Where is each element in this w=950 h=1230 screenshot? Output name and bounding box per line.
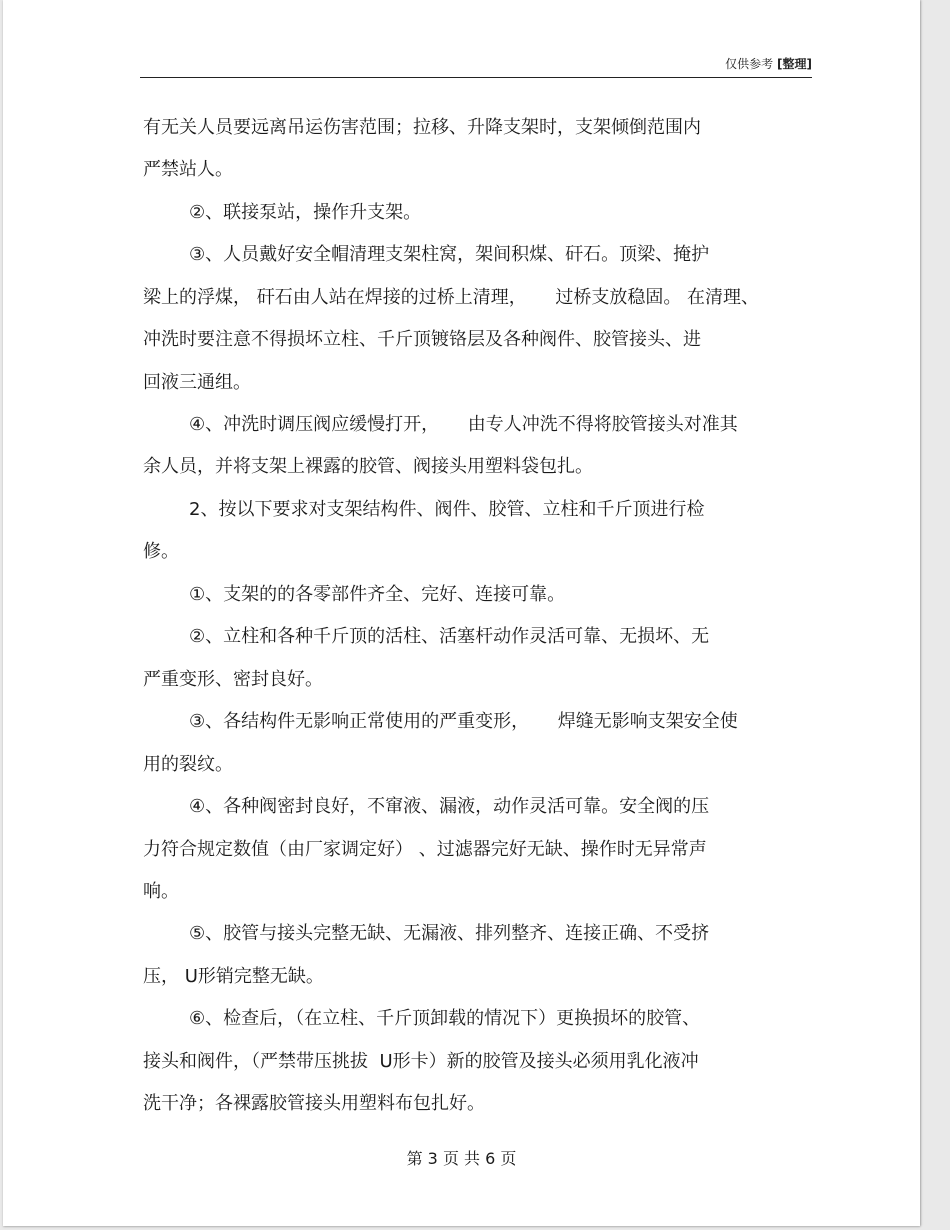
text-line: 响。 [143, 881, 179, 902]
text-line: ④、冲洗时调压阀应缓慢打开， 由专人冲洗不得将胶管接头对准其 [189, 414, 738, 435]
header-text: 仅供参考 [725, 57, 774, 71]
text-line: ④、各种阀密封良好，不窜液、漏液，动作灵活可靠。安全阀的压 [189, 796, 710, 817]
text-line: 接头和阀件，（严禁带压挑拔 U形卡）新的胶管及接头必须用乳化液冲 [143, 1051, 699, 1072]
text-line: 2、按以下要求对支架结构件、阀件、胶管、立柱和千斤顶进行检 [189, 499, 705, 520]
text-line: ①、支架的的各零部件齐全、完好、连接可靠。 [189, 584, 566, 605]
text-line: ③、各结构件无影响正常使用的严重变形， 焊缝无影响支架安全使 [189, 711, 738, 732]
text-line: ⑤、胶管与接头完整无缺、无漏液、排列整齐、连接正确、不受挤 [189, 923, 710, 944]
text-line: 梁上的浮煤， 矸石由人站在焊接的过桥上清理， 过桥支放稳固。 在清理、 [143, 287, 760, 308]
page-header [140, 52, 812, 78]
text-line: 回液三通组。 [143, 372, 251, 393]
text-line: 修。 [143, 541, 179, 562]
document-page [3, 0, 920, 1226]
text-line: 用的裂纹。 [143, 754, 233, 775]
text-line: 有无关人员要远离吊运伤害范围；拉移、升降支架时，支架倾倒范围内 [143, 117, 701, 138]
text-line: ②、联接泵站，操作升支架。 [189, 202, 422, 223]
text-line: 力符合规定数值（由厂家调定好） 、过滤器完好无缺、操作时无异常声 [143, 839, 707, 860]
header-bracket: [整理] [777, 57, 812, 71]
text-line: 压， U形销完整无缺。 [143, 966, 324, 987]
text-line: 严禁站人。 [143, 159, 233, 180]
text-line: 余人员，并将支架上裸露的胶管、阀接头用塑料袋包扎。 [143, 456, 593, 477]
page-footer: 第 3 页 共 6 页 [406, 1149, 517, 1168]
text-line: ③、人员戴好安全帽清理支架柱窝，架间积煤、矸石。顶梁、掩护 [189, 244, 710, 265]
text-line: ⑥、检查后，（在立柱、千斤顶卸载的情况下）更换损坏的胶管、 [189, 1008, 701, 1029]
text-line: 严重变形、密封良好。 [143, 669, 323, 690]
text-line: ②、立柱和各种千斤顶的活柱、活塞杆动作灵活可靠、无损坏、无 [189, 626, 710, 647]
text-line: 冲洗时要注意不得损坏立柱、千斤顶镀铬层及各种阀件、胶管接头、进 [143, 329, 701, 350]
text-line: 洗干净；各裸露胶管接头用塑料布包扎好。 [143, 1093, 485, 1114]
